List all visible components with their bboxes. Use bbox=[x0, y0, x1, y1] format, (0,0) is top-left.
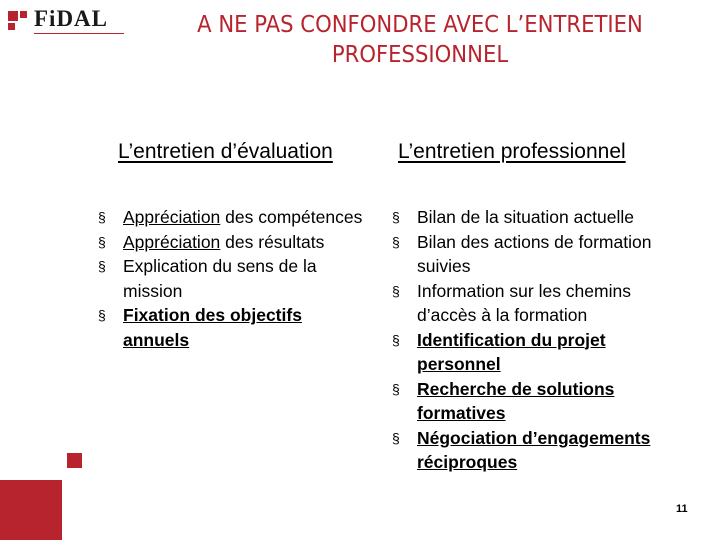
list-item-text: Fixation des objectifs annuels bbox=[123, 305, 302, 350]
fidal-logo bbox=[8, 6, 118, 33]
list-item bbox=[98, 254, 368, 303]
slide-title-line-1: A NE PAS CONFONDRE AVEC L’ENTRETIEN bbox=[197, 12, 643, 38]
list-item-emphasis: Appréciation bbox=[123, 207, 221, 227]
list-item bbox=[98, 230, 368, 255]
left-column-heading bbox=[118, 140, 333, 164]
page-number: 11 bbox=[676, 503, 688, 515]
list-item-text: Bilan des actions de formation suivies bbox=[417, 231, 652, 276]
bullet-icon: § bbox=[98, 258, 106, 274]
bullet-icon: § bbox=[392, 380, 400, 397]
list-item-text: Information sur les chemins d’accès à la formation bbox=[417, 280, 631, 325]
logo-square-icon bbox=[8, 23, 15, 30]
list-item-text: Identification du projet personnel bbox=[417, 329, 606, 374]
right-column-heading-text: L’entretien professionnel bbox=[398, 140, 626, 163]
bullet-icon: § bbox=[98, 307, 106, 323]
bullet-icon: § bbox=[392, 429, 400, 446]
bullet-icon: § bbox=[98, 233, 106, 250]
logo-square-icon bbox=[20, 11, 27, 18]
right-column-heading bbox=[398, 140, 626, 164]
slide-title-line-2: PROFESSIONNEL bbox=[331, 42, 509, 68]
left-bullet-list bbox=[98, 205, 368, 352]
logo-square-icon bbox=[8, 11, 18, 21]
bullet-icon: § bbox=[98, 209, 106, 225]
logo-underline bbox=[34, 33, 124, 34]
slide-title bbox=[172, 10, 669, 70]
bullet-icon: § bbox=[392, 233, 400, 250]
list-item bbox=[392, 377, 692, 426]
list-item-text: Bilan de la situation actuelle bbox=[417, 207, 634, 227]
list-item-text: des résultats bbox=[220, 231, 325, 252]
bullet-icon: § bbox=[392, 331, 400, 348]
list-item bbox=[98, 303, 368, 352]
left-column-heading-text: L’entretien d’évaluation bbox=[118, 140, 333, 163]
list-item-emphasis: Appréciation bbox=[123, 231, 221, 252]
bullet-icon: § bbox=[392, 209, 400, 225]
list-item-text: Recherche de solutions formatives bbox=[417, 378, 615, 423]
list-item-text: des compétences bbox=[220, 207, 363, 227]
list-item bbox=[98, 205, 368, 230]
logo-text: FiDAL bbox=[34, 6, 108, 31]
list-item-text: Négociation d’engagements réciproques bbox=[417, 427, 651, 472]
list-item bbox=[392, 279, 692, 328]
list-item bbox=[392, 426, 692, 475]
list-item bbox=[392, 205, 692, 230]
list-item-text: Explication du sens de la mission bbox=[123, 256, 317, 301]
list-item bbox=[392, 328, 692, 377]
bullet-icon: § bbox=[392, 282, 400, 299]
decorative-small-square bbox=[67, 453, 82, 468]
decorative-large-square bbox=[0, 480, 62, 540]
right-bullet-list bbox=[392, 205, 692, 475]
list-item bbox=[392, 230, 692, 279]
